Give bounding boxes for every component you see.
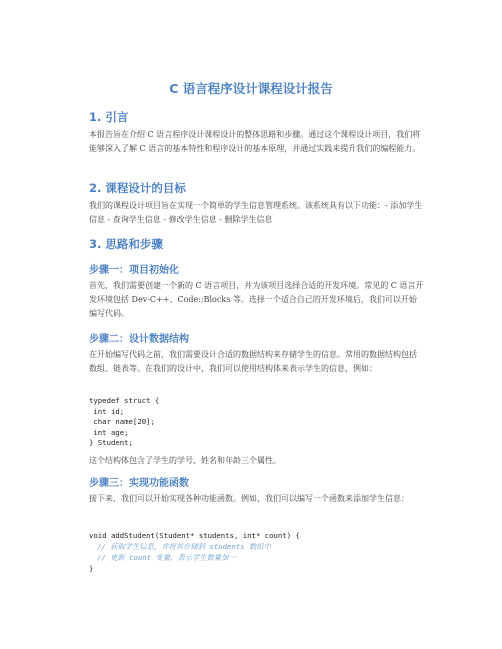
code-line: typedef struct { — [89, 396, 160, 405]
step-two-heading: 步骤二：设计数据结构 — [89, 334, 189, 345]
code-line: int id; — [89, 406, 125, 416]
code-comment-line: // 更新 count 变量，表示学生数量加一 — [97, 553, 236, 562]
document-title: C 语言程序设计课程设计报告 — [169, 81, 333, 96]
code-comment-line: // 获取学生信息，并将其存储到 students 数组中 — [97, 542, 271, 551]
step-two-paragraph: 在开始编写代码之前，我们需要设计合适的数据结构来存储学生的信息。常用的数据结构包括数组、链表等。在我们的设计中，我们可以使用结构体来表示学生的信息，例如： — [89, 350, 417, 374]
code-line: } Student; — [89, 438, 133, 448]
code-line: int age; — [89, 427, 129, 437]
struct-description-paragraph: 这个结构体包含了学生的学号、姓名和年龄三个属性。 — [89, 456, 281, 465]
step-one-paragraph: 首先，我们需要创建一个新的 C 语言项目，并为该项目选择合适的开发环境。常见的 C 语言开发环境包括 Dev-C++、Code::Blocks 等。选择一个适合自己的开发环境后，我们可以开始编写代码。 — [89, 281, 424, 319]
code-line: } — [89, 564, 94, 573]
section-heading-approach: 3. 思路和步骤 — [89, 237, 163, 251]
add-student-code-block — [89, 530, 300, 574]
student-struct-code-block — [89, 396, 159, 449]
step-one-heading: 步骤一：项目初始化 — [89, 265, 179, 276]
section-heading-introduction: 1. 引言 — [89, 110, 129, 124]
step-three-heading: 步骤三：实现功能函数 — [89, 478, 189, 489]
introduction-paragraph: 本报告旨在介绍 C 语言程序设计课程设计的整体思路和步骤。通过这个课程设计项目，我们将能够深入了解 C 语言的基本特性和程序设计的基本原理，并通过实践来提升我们的编程能力。 — [89, 130, 421, 154]
step-three-paragraph: 接下来，我们可以开始实现各种功能函数。例如，我们可以编写一个函数来添加学生信息： — [89, 494, 409, 503]
code-line: void addStudent(Student* students, int* count) { — [89, 531, 300, 540]
section-heading-goals: 2. 课程设计的目标 — [89, 181, 186, 195]
code-line: char name[20]; — [89, 417, 155, 427]
goals-paragraph: 我们的课程设计项目旨在实现一个简单的学生信息管理系统。该系统具有以下功能：- 添加学生信息 - 查询学生信息 - 修改学生信息 - 删除学生信息 — [89, 201, 423, 225]
